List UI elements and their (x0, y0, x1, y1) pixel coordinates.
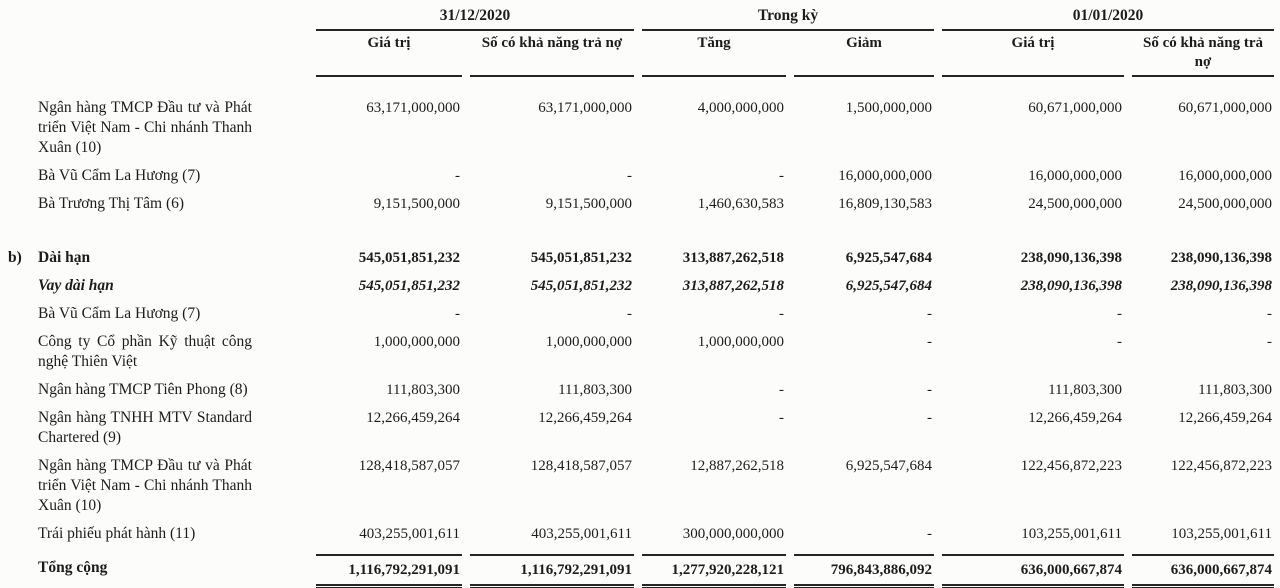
row-label-cell (0, 194, 308, 214)
cell-repayable-opening: 24,500,000,000 (1178, 196, 1272, 212)
cell-increase: - (779, 306, 784, 322)
column-header-row (0, 31, 1274, 77)
cell-value-opening: 16,000,000,000 (1028, 168, 1122, 184)
header-label-spacer (0, 31, 308, 77)
cell-value-closing: - (455, 306, 460, 322)
row-label-cell (0, 98, 308, 158)
cell-repayable-opening: - (1267, 334, 1272, 350)
row-label: Ngân hàng TMCP Đầu tư và Phát triển Việt Nam - Chi nhánh Thanh Xuân (10) (38, 457, 252, 514)
table-row (0, 240, 1274, 268)
row-label: Ngân hàng TNHH MTV Standard Chartered (9) (38, 409, 252, 446)
cell-repayable-opening: 103,255,001,611 (1171, 526, 1272, 542)
cell-value-closing: 9,151,500,000 (373, 196, 460, 212)
cell-increase: 12,887,262,518 (690, 458, 784, 474)
loan-liability-table (0, 5, 1274, 588)
row-label: Ngân hàng TMCP Tiên Phong (8) (38, 381, 248, 398)
row-label-cell (0, 276, 308, 296)
column-header-repayable-opening: Số có khả năng trả nợ (1132, 31, 1274, 77)
table-row (0, 296, 1274, 324)
cell-increase: 1,460,630,583 (697, 196, 784, 212)
cell-decrease: - (927, 410, 932, 426)
row-label-cell (0, 248, 308, 268)
table-row (0, 516, 1274, 544)
cell-increase: 1,277,920,228,121 (642, 554, 786, 588)
cell-repayable-opening: 122,456,872,223 (1170, 458, 1272, 474)
row-label-cell (0, 166, 308, 186)
table-row (0, 448, 1274, 516)
cell-repayable-closing: 128,418,587,057 (530, 458, 632, 474)
row-marker: b) (8, 249, 22, 266)
cell-repayable-opening: - (1267, 306, 1272, 322)
row-label: Bà Vũ Cẩm La Hương (7) (38, 305, 201, 322)
cell-value-closing: 63,171,000,000 (366, 100, 460, 116)
cell-value-closing: 111,803,300 (386, 382, 460, 398)
row-label: Ngân hàng TMCP Đầu tư và Phát triển Việt Nam - Chi nhánh Thanh Xuân (10) (38, 99, 252, 156)
cell-repayable-opening: 636,000,667,874 (1132, 554, 1274, 588)
cell-value-closing: 545,051,851,232 (358, 278, 460, 294)
cell-value-opening: - (1117, 306, 1122, 322)
cell-value-closing: 128,418,587,057 (358, 458, 460, 474)
cell-decrease: - (927, 306, 932, 322)
cell-repayable-opening: 238,090,136,398 (1170, 250, 1272, 266)
cell-decrease: 6,925,547,684 (845, 278, 932, 294)
cell-repayable-closing: 1,000,000,000 (545, 334, 632, 350)
cell-value-opening: - (1117, 334, 1122, 350)
cell-repayable-closing: 63,171,000,000 (538, 100, 632, 116)
row-label-cell (0, 456, 308, 516)
cell-repayable-opening: 16,000,000,000 (1178, 168, 1272, 184)
cell-increase: 313,887,262,518 (682, 250, 784, 266)
cell-increase: - (779, 410, 784, 426)
table-body (0, 90, 1274, 588)
cell-repayable-closing: 12,266,459,264 (538, 410, 632, 426)
cell-value-closing: 403,255,001,611 (359, 526, 460, 542)
cell-value-opening: 24,500,000,000 (1028, 196, 1122, 212)
table-row (0, 400, 1274, 448)
cell-value-closing: 545,051,851,232 (358, 250, 460, 266)
cell-value-closing: 12,266,459,264 (366, 410, 460, 426)
row-label-cell (0, 380, 308, 400)
cell-decrease: 16,809,130,583 (838, 196, 932, 212)
cell-repayable-opening: 238,090,136,398 (1170, 278, 1272, 294)
cell-increase: 4,000,000,000 (697, 100, 784, 116)
cell-decrease: - (927, 526, 932, 542)
header-group-row (0, 5, 1274, 31)
cell-value-opening: 103,255,001,611 (1021, 526, 1122, 542)
cell-decrease: 6,925,547,684 (845, 250, 932, 266)
cell-decrease: 1,500,000,000 (845, 100, 932, 116)
cell-decrease: 6,925,547,684 (845, 458, 932, 474)
cell-decrease: - (927, 334, 932, 350)
row-label: Bà Vũ Cẩm La Hương (7) (38, 167, 201, 184)
cell-value-opening: 12,266,459,264 (1028, 410, 1122, 426)
cell-value-opening: 238,090,136,398 (1020, 278, 1122, 294)
table-row (0, 90, 1274, 158)
cell-value-closing: - (455, 168, 460, 184)
row-label: Công ty Cổ phần Kỹ thuật công nghệ Thiên Việt (38, 333, 252, 370)
cell-decrease: - (927, 382, 932, 398)
cell-repayable-closing: 403,255,001,611 (531, 526, 632, 542)
cell-repayable-opening: 12,266,459,264 (1178, 410, 1272, 426)
row-label: Dài hạn (38, 249, 91, 266)
header-group-during-period: Trong kỳ (642, 5, 934, 31)
cell-increase: - (779, 382, 784, 398)
cell-repayable-closing: 1,116,792,291,091 (470, 554, 634, 588)
table-row (0, 186, 1274, 214)
cell-repayable-closing: 9,151,500,000 (545, 196, 632, 212)
cell-value-opening: 636,000,667,874 (942, 554, 1124, 588)
column-header-value-opening: Giá trị (942, 31, 1124, 77)
row-label-cell (0, 408, 308, 448)
table-row (0, 372, 1274, 400)
cell-increase: 1,000,000,000 (697, 334, 784, 350)
cell-value-closing: 1,000,000,000 (373, 334, 460, 350)
cell-repayable-opening: 111,803,300 (1198, 382, 1272, 398)
row-label: Tổng cộng (38, 559, 108, 576)
table-row (0, 324, 1274, 372)
row-label: Bà Trương Thị Tâm (6) (38, 195, 185, 212)
cell-increase: 300,000,000,000 (682, 526, 784, 542)
header-group-opening-date: 01/01/2020 (942, 5, 1274, 31)
column-header-value-closing: Giá trị (316, 31, 462, 77)
column-header-repayable-closing: Số có khả năng trả nợ (470, 31, 634, 77)
row-label: Vay dài hạn (38, 277, 114, 294)
cell-repayable-closing: - (627, 168, 632, 184)
cell-value-opening: 238,090,136,398 (1020, 250, 1122, 266)
cell-value-opening: 111,803,300 (1048, 382, 1122, 398)
cell-repayable-closing: - (627, 306, 632, 322)
row-label: Trái phiếu phát hành (11) (38, 525, 196, 542)
cell-repayable-closing: 111,803,300 (558, 382, 632, 398)
column-header-decrease: Giảm (794, 31, 934, 77)
column-header-increase: Tăng (642, 31, 786, 77)
header-label-spacer (0, 5, 308, 31)
cell-repayable-closing: 545,051,851,232 (530, 278, 632, 294)
row-label-cell (0, 304, 308, 324)
cell-increase: - (779, 168, 784, 184)
row-label-cell (0, 524, 308, 544)
header-group-closing-date: 31/12/2020 (316, 5, 634, 31)
table-row (0, 158, 1274, 186)
cell-increase: 313,887,262,518 (682, 278, 784, 294)
cell-value-closing: 1,116,792,291,091 (316, 554, 462, 588)
row-label-cell (0, 554, 308, 578)
table-row (0, 268, 1274, 296)
cell-repayable-closing: 545,051,851,232 (530, 250, 632, 266)
cell-repayable-opening: 60,671,000,000 (1178, 100, 1272, 116)
cell-decrease: 796,843,886,092 (794, 554, 934, 588)
row-label-cell (0, 332, 308, 372)
table-row (0, 554, 1274, 588)
cell-value-opening: 60,671,000,000 (1028, 100, 1122, 116)
cell-decrease: 16,000,000,000 (838, 168, 932, 184)
cell-value-opening: 122,456,872,223 (1020, 458, 1122, 474)
